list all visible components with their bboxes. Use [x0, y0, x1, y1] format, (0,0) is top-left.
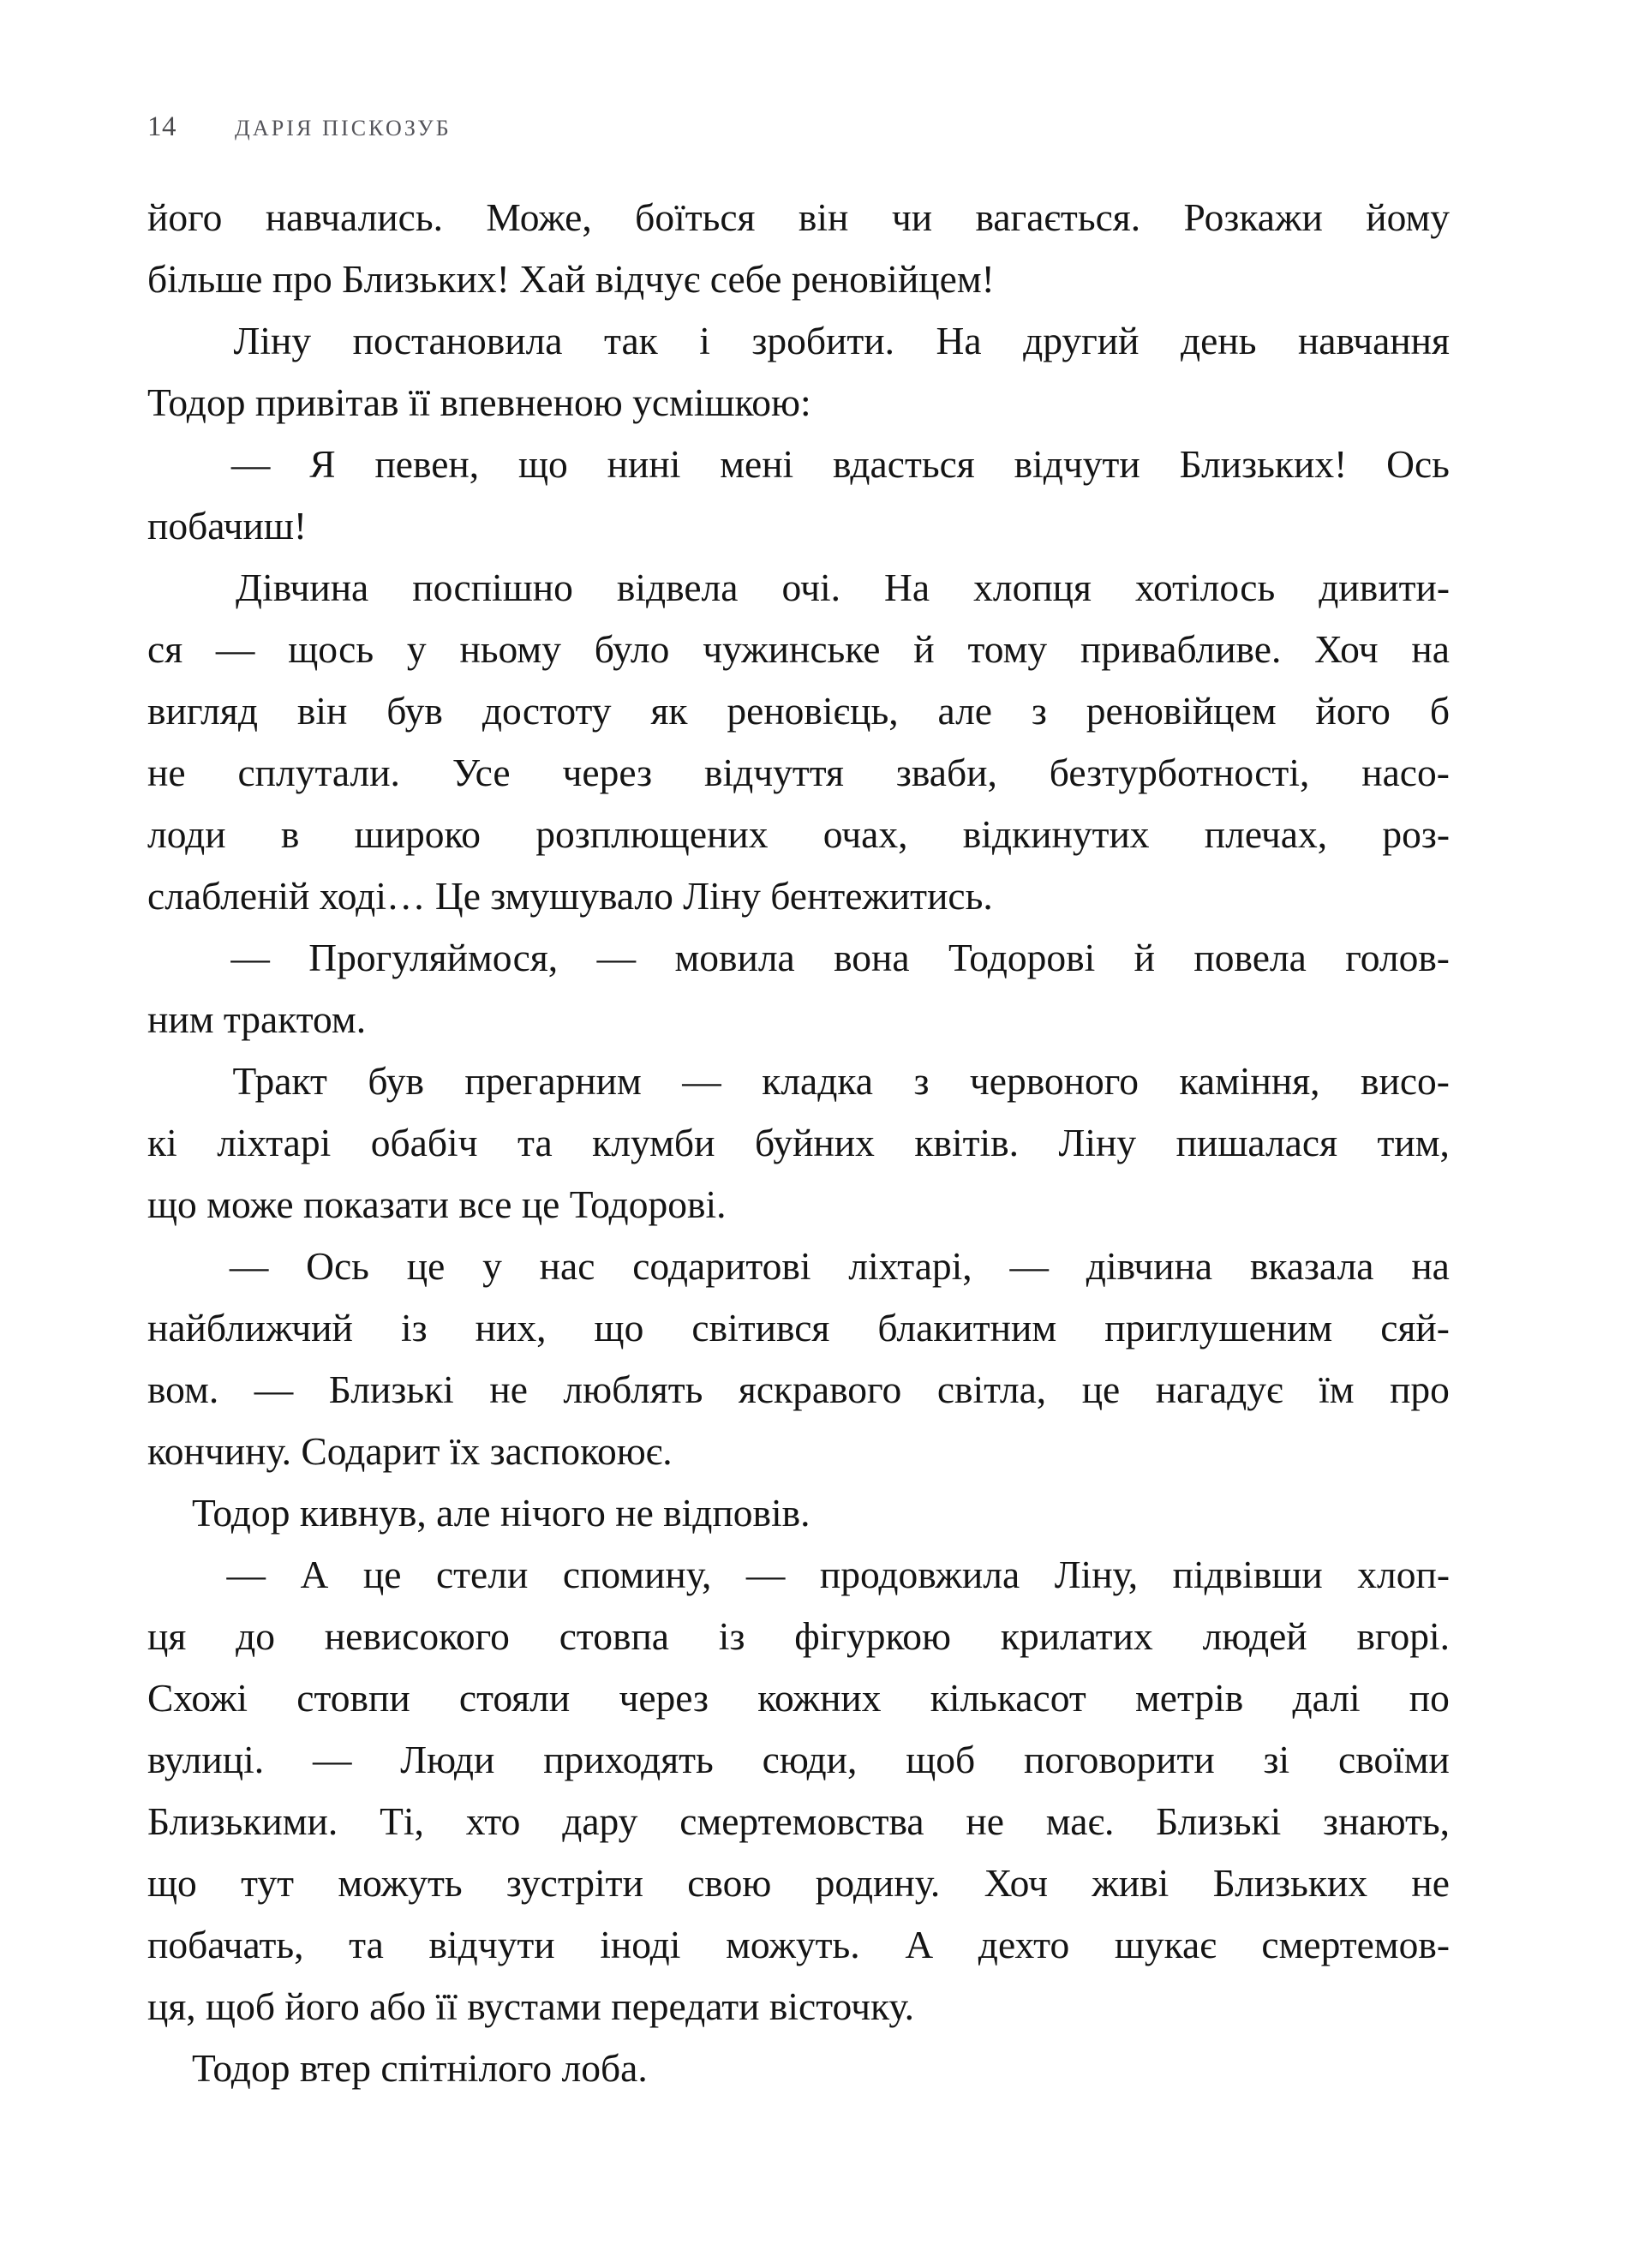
text-line: Дівчина поспішно відвела очі. На хлопця хотілось дивити-: [236, 566, 1450, 609]
paragraph: [147, 557, 1450, 927]
text-line: — Прогуляймося, — мовила вона Тодорові й повела голов-: [230, 936, 1450, 979]
text-line: — Ось це у нас содаритові ліхтарі, — дівчина вказала на: [229, 1244, 1450, 1288]
paragraph: [147, 1482, 1450, 1544]
text-line: ся — щось у ньому було чужинське й тому привабливе. Хоч на: [147, 627, 1450, 671]
paragraph: [147, 1236, 1450, 1482]
text-line: більше про Близьких! Хай відчує себе реновійцем!: [147, 257, 995, 301]
text-line: вигляд він був достоту як реновієць, але з реновійцем його б: [147, 689, 1450, 733]
text-line: ця до невисокого стовпа із фігуркою крилатих людей вгорі.: [147, 1614, 1450, 1658]
text-line: Тракт був прегарним — кладка з червоного каміння, висо-: [232, 1059, 1450, 1103]
text-line: — А це стели спомину, — продовжила Ліну, підвівши хлоп-: [226, 1553, 1450, 1596]
text-line: що може показати все це Тодорові.: [147, 1182, 727, 1226]
text-line: Ліну постановила так і зробити. На другий день навчання: [233, 319, 1450, 362]
text-line: вом. — Близькі не люблять яскравого світла, це нагадує їм про: [147, 1367, 1450, 1411]
text-line: Близькими. Ті, хто дару смертемовства не має. Близькі знають,: [147, 1799, 1450, 1843]
paragraph: [147, 187, 1450, 310]
text-line: найближчий із них, що світився блакитним приглушеним сяй-: [147, 1306, 1450, 1349]
text-line: Тодор привітав її впевненою усмішкою:: [147, 380, 811, 424]
paragraph: [147, 434, 1450, 557]
text-line: Тодор кивнув, але нічого не відповів.: [192, 1491, 811, 1535]
text-line: його навчались. Може, боїться він чи вагається. Розкажи йому: [147, 195, 1450, 239]
paragraph: [147, 927, 1450, 1050]
paragraph: [147, 1544, 1450, 2038]
text-line: кі ліхтарі обабіч та клумби буйних квітів. Ліну пишалася тим,: [147, 1121, 1450, 1164]
text-line: побачиш!: [147, 504, 308, 548]
text-line: не сплутали. Усе через відчуття зваби, безтурботності, насо-: [147, 751, 1450, 794]
text-line: ним трактом.: [147, 997, 367, 1041]
text-line: ця, щоб його або її вустами передати вісточку.: [147, 1984, 915, 2028]
body-text: [147, 187, 1450, 2099]
text-line: що тут можуть зустріти свою родину. Хоч живі Близьких не: [147, 1861, 1450, 1905]
text-line: вулиці. — Люди приходять сюди, щоб поговорити зі своїми: [147, 1738, 1450, 1781]
text-line: — Я певен, що нині мені вдасться відчути Близьких! Ось: [230, 442, 1450, 486]
text-line: Тодор втер спітнілого лоба.: [192, 2046, 648, 2090]
page-number: 14: [147, 111, 176, 142]
paragraph: [147, 1050, 1450, 1236]
paragraph: [147, 310, 1450, 434]
text-line: кончину. Содарит їх заспокоює.: [147, 1429, 673, 1473]
running-head: [147, 113, 452, 141]
text-line: Схожі стовпи стояли через кожних кількасот метрів далі по: [147, 1676, 1450, 1720]
text-line: побачать, та відчути іноді можуть. А дехто шукає смертемов-: [147, 1923, 1450, 1966]
text-line: слабленій ході… Це змушувало Ліну бентежитись.: [147, 874, 993, 918]
running-head-author: ДАРІЯ ПІСКОЗУБ: [235, 116, 452, 141]
paragraph: [147, 2038, 1450, 2099]
text-line: лоди в широко розплющених очах, відкинутих плечах, роз-: [147, 812, 1450, 856]
